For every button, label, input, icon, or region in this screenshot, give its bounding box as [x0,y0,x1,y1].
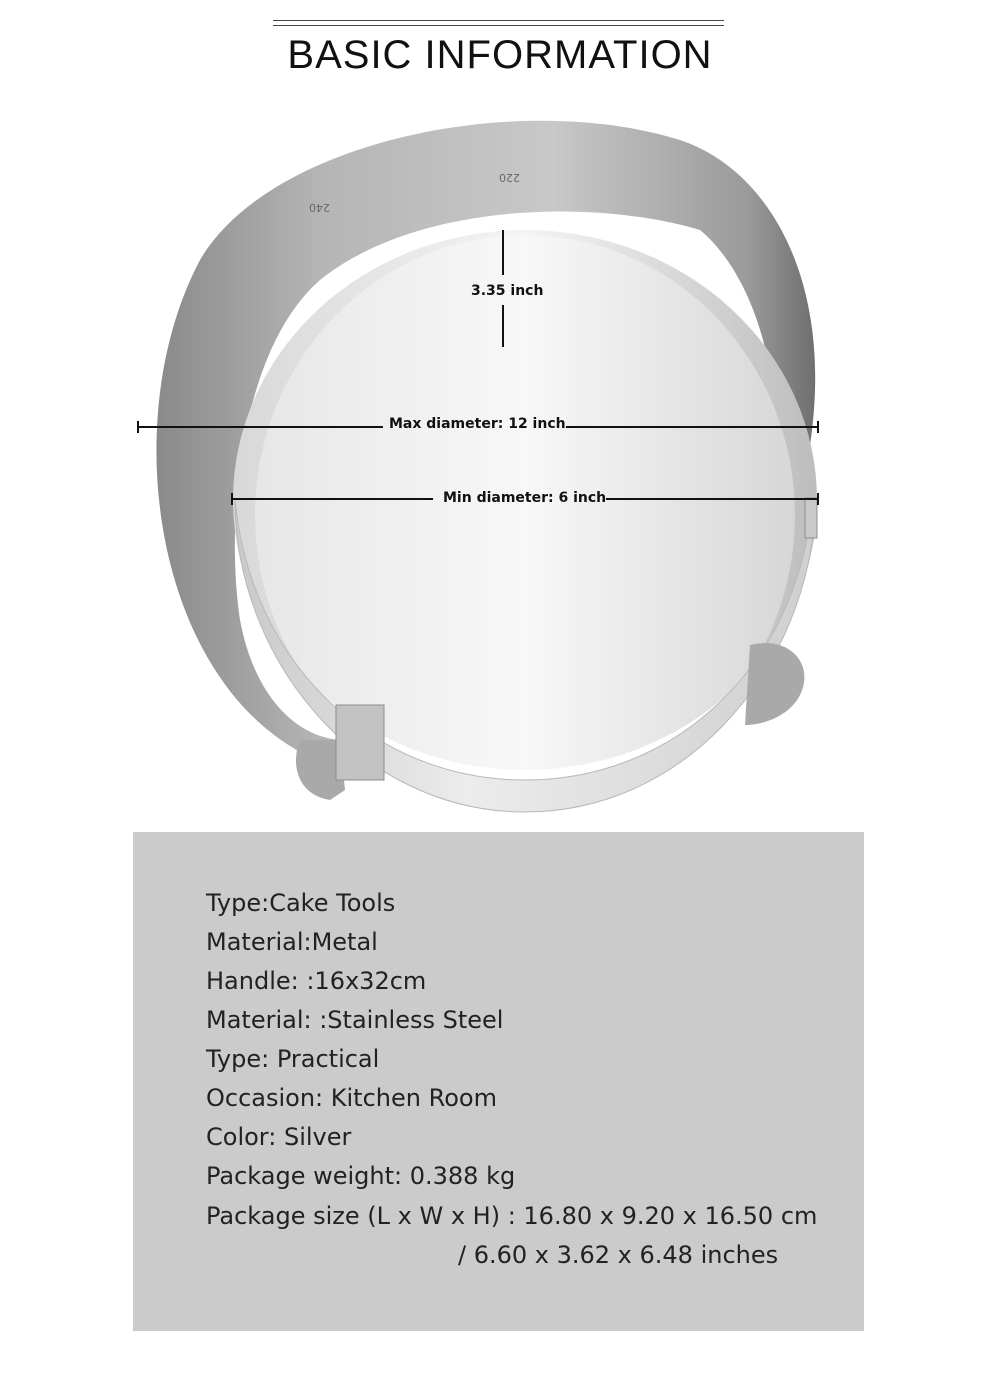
spec-type: Type:Cake Tools [206,889,396,917]
ring-marking-240: 240 [309,201,330,214]
ring-clip-left [336,705,384,780]
spec-occasion: Occasion: Kitchen Room [206,1084,497,1112]
specifications-panel [133,832,864,1331]
min-diameter-label: Min diameter: 6 inch [443,490,607,506]
spec-package-weight: Package weight: 0.388 kg [206,1162,516,1190]
spec-handle: Handle: :16x32cm [206,967,427,995]
spec-package-size-inches: / 6.60 x 3.62 x 6.48 inches [458,1241,779,1269]
spec-color: Color: Silver [206,1123,352,1151]
spec-material: Material:Metal [206,928,378,956]
adjustable-cake-ring-icon [0,100,1000,830]
page-title: BASIC INFORMATION [287,33,713,77]
spec-type-2: Type: Practical [206,1045,380,1073]
header-rule-bottom [273,25,724,26]
ring-clip-right [805,498,817,538]
header-rule-top [273,20,724,21]
height-dimension-label: 3.35 inch [471,283,544,299]
ring-tab-right [745,643,804,725]
spec-package-size: Package size (L x W x H) : 16.80 x 9.20 x 16.50 cm [206,1202,818,1230]
max-diameter-label: Max diameter: 12 inch [389,416,566,432]
ring-marking-220: 220 [499,171,520,184]
spec-material-2: Material: :Stainless Steel [206,1006,504,1034]
product-image [0,100,1000,830]
